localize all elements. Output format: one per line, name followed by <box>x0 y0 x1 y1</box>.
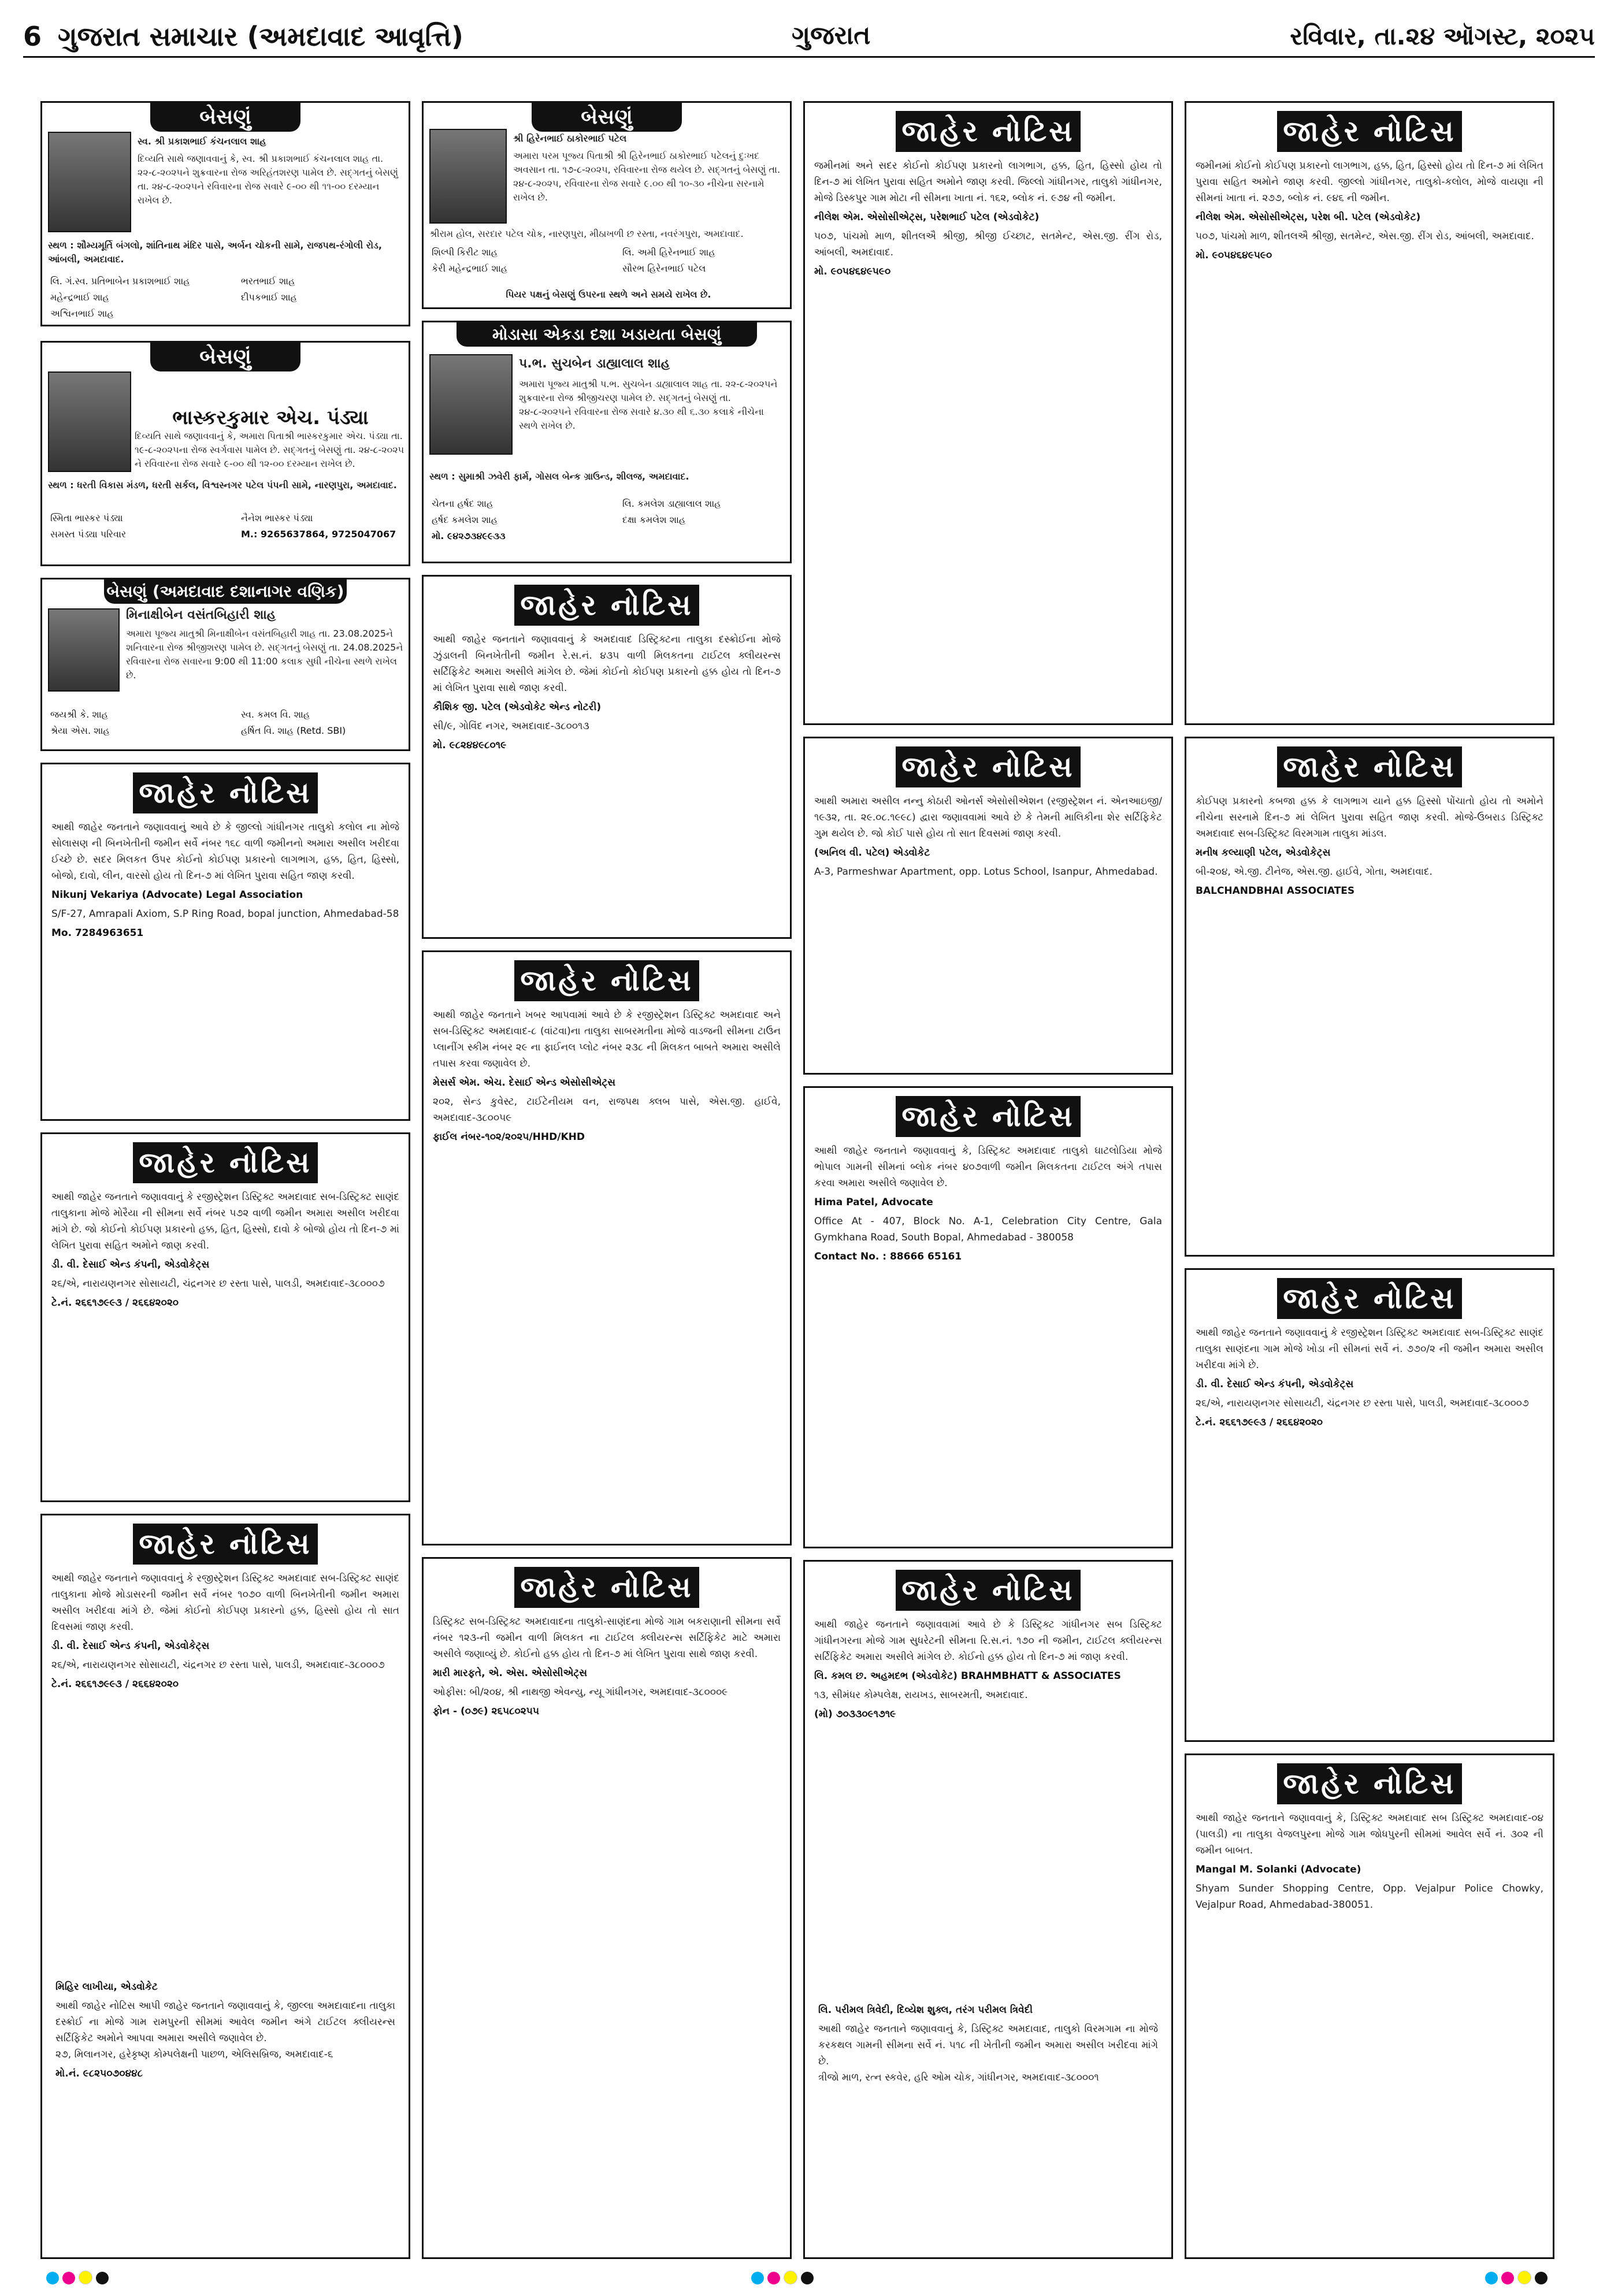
notice-address: Shyam Sunder Shopping Centre, Opp. Vejalpur Police Chowky, Vejalpur Road, Ahmedabad-380051. <box>1196 1883 1543 1911</box>
notice-signer: મિહિર લાખીયા, એડવોકેટ <box>55 1981 158 1993</box>
public-notice <box>803 1086 1173 1548</box>
family-member: દક્ષા કમલેશ શાહ <box>622 514 686 525</box>
obituary-location: સ્થળ : સુમાશ્રી ઝવેરી ફાર્મ, ગોસલ બેન્ક ગ્રાઉન્ડ, શીલજ, અમદાવાદ. <box>429 471 689 482</box>
notice-address: બી-૨૦૪, એ.જી. ટીનેજ, એસ.જી. હાઈવે, ગોતા, અમદાવાદ. <box>1196 866 1433 878</box>
notice-body: આથી જાહેર જનતાને જણાવવામાં આવે છે કે ડિસ્ટ્રિક્ટ ગાંધીનગર સબ ડિસ્ટ્રિક્ટ ગાંધીનગરના મોજે ગામ સુધરેટની સીમના રિ.સ.નં. ૧૭૦ ની જમીન, ટાઈટલ ક્લીયરન્સ સર્ટિફિકેટ અમારા અસીલે માંગેલ છે. કોઈનો હક્ક હોય તો દિન-૭ માં જાણ કરવી. <box>814 1619 1162 1663</box>
public-notice <box>40 1514 410 2259</box>
notice-heading: જાહેર નોટિસ <box>896 1096 1081 1137</box>
notice-body: આથી જાહેર જનતાને જણાવવાનું કે અમદાવાદ ડિસ્ટ્રિક્ટના તાલુકા દસ્ક્રોઈના મોજે ઝુંડાલની બિનખેતીની જમીન રે.સ.નં. ૪૩૫ વાળી મિલકતના ટાઈટલ ક્લીયરન્સ સર્ટિફિકેટ અમારા અસીલે માંગેલ છે. જેમાં કોઈનો કોઈપણ પ્રકારનો હક્ક હોય તો દિન-૭ માં લેખિત પુરાવા સાથે જાણ કરવી. <box>433 634 781 694</box>
cyan-dot <box>1485 2272 1498 2284</box>
family-member: ભરતભાઈ શાહ <box>241 276 295 287</box>
notice-signer: લિ. કમલ છ. અહમદભ (એડવોકેટ) BRAHMBHATT & ASSOCIATES <box>814 1670 1121 1682</box>
obituary-location: સ્થળ : ધરતી વિકાસ મંડળ, ધરતી સર્કલ, વિશ્વસ્નગર પટેલ પંપની સામે, નારણપુરા, અમદાવાદ. <box>48 480 397 491</box>
notice-address: ૧૩, સીમંધર કોમ્પલેક્ષ, રાયખડ, સાબરમતી, અમદાવાદ. <box>814 1689 1028 1701</box>
obituary-body: અમારા પૂજ્ય માતુશ્રી પ.ભ. સુચબેન ડાહ્યાલાલ શાહ તા. ૨૨-૮-૨૦૨૫ને શુક્રવારના રોજ શ્રીજીચરણ પામેલ છે. સદ્‌ગતનું બેસણું તા. ૨૪-૮-૨૦૨૫ને રવિવારના રોજ સવારે ૪.૩૦ થી ૬.૩૦ કલાકે નીચેના સ્થળે રાખેલ છે. <box>519 378 778 431</box>
public-notice <box>422 575 792 939</box>
notice-signer: નીલેશ એમ. એસોસીએટ્સ, પરેશભાઈ પટેલ (એડવોકેટ) <box>814 211 1040 223</box>
obituary-body: દિવ્યતિ સાથે જણાવવાનું કે, સ્વ. શ્રી પ્રકાશભાઈ કંચનલાલ શાહ તા. ૨૨-૮-૨૦૨૫ને શુક્રવારના રોજ અરિહંતશરણ પામેલ છે. સદ્‌ગતનું બેસણું તા. ૨૪-૮-૨૦૨૫ને રવિવારના રોજ સવારે ૯-૦૦ થી ૧૧-૦૦ દરમ્યાન રાખેલ છે. <box>138 153 398 206</box>
notice-address: ૨૬/એ, નારાયણનગર સોસાયટી, ચંદ્રનગર છ રસ્તા પાસે, પાલડી, અમદાવાદ-૩૮૦૦૦૭ <box>51 1278 385 1290</box>
page-number: 6 <box>23 21 42 52</box>
notice-signer: મેસર્સ એમ. એચ. દેસાઈ એન્ડ એસોસીએટ્સ <box>433 1077 616 1088</box>
public-notice <box>422 950 792 1545</box>
notice-heading: જાહેર નોટિસ <box>514 1567 699 1608</box>
notice-signer: નીલેશ એમ. એસોસીએટ્સ, પરેશ બી. પટેલ (એડવોકેટ) <box>1196 211 1421 223</box>
family-member: નૈનેશ ભાસ્કર પંડ્યા <box>241 512 313 523</box>
notice-body: આથી જાહેર જનતાને જણાવવાનું કે રજીસ્ટ્રેશન ડિસ્ટ્રિક્ટ અમદાવાદ સબ-ડિસ્ટ્રિક્ટ સાણંદ તાલુકાના મોજે મોડાસરની જમીન સર્વે નંબર ૧૦૭૦ વાળી બિનખેતીની જમીન અમારા અસીલ ખરીદવા માંગે છે. જેમાં કોઈનો કોઈપણ પ્રકારનો હક્ક, હિસ્સો હોય તો સાત દિવસમાં જાણ કરવી. <box>51 1573 399 1633</box>
notice-phone: ટે.નં. ૨૬૬૧૭૯૯૩ / ૨૬૬૪૨૦૨૦ <box>51 1297 179 1309</box>
magenta-dot <box>62 2272 75 2284</box>
public-notice <box>1185 1753 1554 2259</box>
notice-phone: ફોન - (૦૭૯) ૨૬૫૮૦૨૫૫ <box>433 1706 540 1717</box>
notice-body: આથી જાહેર જનતાને જણાવવાનું કે, ડિસ્ટ્રિક્ટ અમદાવાદ તાલુકો ઘાટલોડિયા મોજે ભોપાલ ગામની સીમનાં બ્લોક નંબર ૪૦૭વાળી જમીન મિલકતના ટાઈટલ અંગે તપાસ કરવા અમારા અસીલે જણાવેલ છે. <box>814 1145 1162 1189</box>
notice-address: S/F-27, Amrapali Axiom, S.P Ring Road, bopal junction, Ahmedabad-58 <box>51 908 399 920</box>
obituary-note: પિયર પક્ષનું બેસણું ઉપરના સ્થળે અને સમયે રાખેલ છે. <box>506 289 711 300</box>
obituary-body: દિવ્યતિ સાથે જણાવવાનું કે, અમારા પિતાશ્રી ભાસ્કરકુમાર એચ. પંડ્યા તા. ૧૯-૮-૨૦૨૫ના રોજ સ્વર્ગવાસ પામેલ છે. સદ્‌ગતનું બેસણું તા. ૨૪-૮-૨૦૨૫ ને રવિવારના રોજ સવારે ૯-૦૦ થી ૧૨-૦૦ દરમ્યાન રાખેલ છે. <box>135 430 404 469</box>
notice-signer: Hima Patel, Advocate <box>814 1197 933 1208</box>
family-member: કેરી મહેન્દ્રભાઈ શાહ <box>432 263 508 274</box>
deceased-name: સ્વ. શ્રી પ્રકાશભાઈ કંચનલાલ શાહ <box>138 136 266 147</box>
deceased-name: શ્રી હિરેનભાઈ ઠાકોરભાઈ પટેલ <box>513 133 627 144</box>
notice-address: ૨૬/એ, નારાયણનગર સોસાયટી, ચંદ્રનગર છ રસ્તા પાસે, પાલડી, અમદાવાદ-૩૮૦૦૦૭ <box>1196 1398 1529 1409</box>
notice-heading: જાહેર નોટિસ <box>133 1524 318 1565</box>
obituary-body: અમારા પરમ પૂજ્ય પિતાશ્રી શ્રી હિરેનભાઈ ઠાકોરભાઈ પટેલનું દુઃખદ અવસાન તા. ૧૭-૮-૨૦૨૫, રવિવારના રોજ થયેલ છે. સદ્‌ગતનું બેસણું તા. ૨૪-૮-૨૦૨૫, રવિવારના રોજ સવારે ૯.૦૦ થી ૧૦-૩૦ નીચેના સરનામે રાખેલ છે. <box>513 150 781 203</box>
obituary-location: સ્થળ : શૌમ્યમૂર્તિ બંગલો, શાંતિનાથ મંદિર પાસે, અર્બન ચોકની સામે, રાજપથ-રંગોલી રોડ, આંબલી, અમદાવાદ. <box>48 240 382 265</box>
family-list <box>424 493 792 547</box>
family-member: હર્ષદ કમલેશ શાહ <box>432 514 498 525</box>
notice-phone: (મો) ૭૦૩૩૦૯૧૭૧૯ <box>814 1708 896 1720</box>
obituary-body: અમારા પૂજ્ય માતુશ્રી મિનાક્ષીબેન વસંતબિહારી શાહ તા. 23.08.2025ને શનિવારના રોજ શ્રીજીશરણ પામેલ છે. સદ્‌ગતનું બેસણું તા. 24.08.2025ને રવિવારના રોજ સવારના 9:00 થી 11:00 કલાક સુધી નીચેના સ્થળે રાખેલ છે. <box>126 628 403 681</box>
notice-heading: જાહેર નોટિસ <box>1277 1278 1462 1319</box>
obituary-location: શ્રીરામ હોલ, સરદાર પટેલ ચોક, નારણપુરા, મીઠાખળી છ રસ્તા, નવરંગપુરા, અમદાવાદ. <box>429 228 744 239</box>
registration-marks-left <box>46 2271 112 2286</box>
black-dot <box>801 2272 814 2284</box>
yellow-dot <box>79 2271 92 2284</box>
public-notice <box>40 763 410 1121</box>
notice-phone: મો.નં. ૯૮૨૫૦૭૦૪૪૮ <box>55 2068 143 2079</box>
registration-marks-center <box>751 2271 817 2286</box>
notice-body: આથી અમારા અસીલ નન્નુ કોઠારી ઓનર્સ એસોસીએશન (રજીસ્ટ્રેશન નં. એનઆઇજી/૧૯૩૨, તા. ૨૯.૦૮.૧૯૯૮) દ્વારા જણાવવામાં આવે છે કે તેમની માલિકીના શેર સર્ટિફિકેટ ગુમ થયેલ છે. જો કોઈ પાસે હોય તો સાત દિવસમાં જાણ કરવી. <box>814 796 1162 839</box>
family-member: લિ. ગં.સ્વ. પ્રતિભાબેન પ્રકાશભાઈ શાહ <box>50 276 190 287</box>
public-notice <box>1185 101 1554 725</box>
notice-address: ૨૬/એ, નારાયણનગર સોસાયટી, ચંદ્રનગર છ રસ્તા પાસે, પાલડી, અમદાવાદ-૩૮૦૦૦૭ <box>51 1659 385 1671</box>
family-member: લિ. કમલેશ ડાહ્યાલાલ શાહ <box>622 498 721 509</box>
notice-body: આથી જાહેર જનતાને જણાવવાનું આવે છે કે જીલ્લો ગાંધીનગર તાલુકો કલોલ ના મોજે સોલાસણ ની બિનખેતીની જમીન સર્વે નંબર ૧૬૮ વાળી જમીનનો અમારા અસીલ ખરીદવા ઈચ્છે છે. સદર મિલકત ઉપર કોઈનો કોઈપણ પ્રકારનો લાગભાગ, હક્ક, હિત, હિસ્સો, બોજો, દાવો, લીન, વારસો હોય તો દિન-૭ માં લેખિત પુરાવા સહિત જાણ કરવી. <box>51 822 399 882</box>
family-list <box>42 704 410 742</box>
obituary-heading: બેસણું <box>150 103 300 132</box>
notice-phone: ટે.નં. ૨૬૬૧૭૯૯૩ / ૨૬૬૪૨૦૨૦ <box>1196 1417 1323 1428</box>
black-dot <box>96 2272 109 2284</box>
yellow-dot <box>1517 2271 1531 2284</box>
notice-address: ૨૦૨, સેન્ડ કુવેસ્ટ, ટાઈટેનીયમ વન, રાજપથ ક્લબ પાસે, એસ.જી. હાઈવે, અમદાવાદ-૩૮૦૦૫૯ <box>433 1096 781 1124</box>
family-member: લિ. અમી હિરેનભાઈ શાહ <box>622 247 715 258</box>
notice-address: Office At - 407, Block No. A-1, Celebration City Centre, Gala Gymkhana Road, South Bopal, Ahmedabad - 380058 <box>814 1216 1162 1243</box>
notice-signer: ડી. વી. દેસાઈ એન્ડ કંપની, એડવોકેટ્સ <box>1196 1379 1354 1390</box>
notice-signer: (અનિલ વી. પટેલ) એડવોકેટ <box>814 847 930 859</box>
notice-body: ડિસ્ટ્રિક્ટ સબ-ડિસ્ટ્રિક્ટ અમદાવાદના તાલુકો-સાણંદના મોજે ગામ બકરાણાની સીમના સર્વે નંબર ૧૨૩-ની જમીન વાળી મિલકત ના ટાઈટલ ક્લીયરન્સ સર્ટિફિકેટ માટે અમારા અસીલે જણાવ્યું છે. કોઈનો હક્ક હોય તો દિન-૭ માં લેખિત પુરાવા સાથે જાણ કરવી. <box>433 1616 781 1660</box>
family-member: હર્ષિત વિ. શાહ (Retd. SBI) <box>241 725 346 736</box>
public-notice <box>803 737 1173 1075</box>
public-notice <box>1185 1268 1554 1742</box>
cyan-dot <box>751 2272 764 2284</box>
notice-heading: જાહેર નોટિસ <box>896 746 1081 787</box>
masthead <box>23 17 1595 58</box>
notice-body: આથી જાહેર નોટિસ આપી જાહેર જનતાને જણાવવાનું કે, જીલ્લા અમદાવાદના તાલુકા દસ્ક્રોઈ ના મોજે ગામ રામપુરની સીમમાં આવેલ જમીન અંગે ટાઈટલ ક્લીયરન્સ સર્ટિફિકેટ અમોને આપવા અમારા અસીલે જણાવેલ છે. <box>55 2000 395 2044</box>
public-notice <box>803 101 1173 725</box>
notice-phone: Contact No. : 88666 65161 <box>814 1251 962 1262</box>
notice-phone: મો. ૯૮૨૪૪૯૮૦૧૯ <box>433 740 507 751</box>
notice-body: કોઈપણ પ્રકારનો કબજા હક્ક કે લાગભાગ યાને હક્ક હિસ્સો પોંચાતો હોય તો અમોને નીચેના સરનામે દિન-૭ માં લેખિત પુરાવા સહિત જાણ કરવી. મોજે-ઉબરાડ ડિસ્ટ્રિક્ટ અમદાવાદ સબ-ડિસ્ટ્રિક્ટ વિરમગામ તાલુકા માંડલ. <box>1196 796 1543 839</box>
obituary-heading: મોડાસા એકડા દશા ખડાયતા બેસણું <box>457 322 757 347</box>
deceased-photo <box>429 354 513 455</box>
family-member: શ્રેયા એસ. શાહ <box>50 725 110 736</box>
obituary-heading: બેસણું (અમદાવાદ દશાનાગર વણિક) <box>104 579 347 604</box>
deceased-name: મિનાક્ષીબેન વસંતબિહારી શાહ <box>126 608 276 622</box>
section-title: ગુજરાત <box>792 21 871 50</box>
notice-body: આથી જાહેર જનતાને જણાવવાનું કે, ડિસ્ટ્રિક્ટ અમદાવાદ, તાલુકો વિરમગામ ના મોજે કરકથલ ગામની સીમના સર્વે નં. ૫૧૮ ની ખેતીની જમીન અમારા અસીલ ખરીદવા માંગે છે. <box>818 2023 1158 2067</box>
notice-body: આથી જાહેર જનતાને ખબર આપવામાં આવે છે કે રજીસ્ટ્રેશન ડિસ્ટ્રિક્ટ અમદાવાદ અને સબ-ડિસ્ટ્રિક્ટ અમદાવાદ-૮ (વાંટવા)ના તાલુકા સાબરમતીના મોજે વાડજની સીમના ટાઉન પ્લાનીંગ સ્કીમ નંબર ૨૯ ના ફાઈનલ પ્લોટ નંબર ૨૩૮ ની મિલકત બાબતે અમારા અસીલે તપાસ કરવા જણાવેલ છે. <box>433 1009 781 1069</box>
family-list <box>42 507 410 545</box>
family-member: ચેતના હર્ષદ શાહ <box>432 498 493 509</box>
magenta-dot <box>1501 2272 1514 2284</box>
public-notice <box>803 1560 1173 2259</box>
notice-heading: જાહેર નોટિસ <box>1277 746 1462 787</box>
deceased-name: ભાસ્કરકુમાર એચ. પંડ્યા <box>172 406 369 429</box>
notice-heading: જાહેર નોટિસ <box>1277 1763 1462 1804</box>
contact-phone: મો. ૯૪૨૭૩૪૯૯૩૩ <box>432 530 506 541</box>
obituary-heading: બેસણું <box>532 103 682 132</box>
deceased-photo <box>429 129 507 224</box>
notice-address: A-3, Parmeshwar Apartment, opp. Lotus School, Isanpur, Ahmedabad. <box>814 866 1158 878</box>
family-member: શિલ્પી કિરીટ શાહ <box>432 247 498 258</box>
black-dot <box>1535 2272 1548 2284</box>
registration-marks-right <box>1485 2271 1551 2286</box>
notice-heading: જાહેર નોટિસ <box>514 960 699 1001</box>
family-member: મહેન્દ્રભાઈ શાહ <box>50 292 109 303</box>
public-notice <box>1185 737 1554 1257</box>
notice-signer: ડી. વી. દેસાઈ એન્ડ કંપની, એડવોકેટ્સ <box>51 1640 210 1652</box>
obituary-3 <box>40 341 410 566</box>
notice-body: આથી જાહેર જનતાને જણાવવાનું કે રજીસ્ટ્રેશન ડિસ્ટ્રિક્ટ અમદાવાદ સબ-ડિસ્ટ્રિક્ટ સાણંદ તાલુકાના મોજે મોરૈયા ની સીમના સર્વે નંબર ૫૭૨ વાળી જમીન અમારા અસીલ ખરીદવા માંગે છે. જો કોઈનો કોઈપણ પ્રકારનો હક્ક, હિત, હિસ્સો, દાવો કે બોજો હોય તો દિન-૭ માં લેખિત પુરાવા સહિત અમોને જાણ કરવી. <box>51 1191 399 1251</box>
notice-phone: ફાઈલ નંબર-૧૦૨/૨૦૨૫/HHD/KHD <box>433 1131 585 1143</box>
notice-heading: જાહેર નોટિસ <box>514 585 699 626</box>
notice-address: ૫૦૭, પાંચમો માળ, શીતલઐ શ્રીજી, સતમેન્ટ, એસ.જી. રીંગ રોડ, આંબલી, અમદાવાદ. <box>1196 231 1534 242</box>
notice-heading: જાહેર નોટિસ <box>1277 111 1462 152</box>
notice-address: ૫૦૭, પાંચમો માળ, શીતલઐ શ્રીજી, શ્રીજી ઈચ્છાટ, સતમેન્ટ, એસ.જી. રીંગ રોડ, આંબલી, અમદાવાદ. <box>814 231 1162 258</box>
notice-phone: મો. ૯૦૫૪૬૪૯૫૯૦ <box>1196 250 1272 261</box>
family-list <box>424 242 792 280</box>
notice-extra-14 <box>809 1999 1167 2086</box>
obituary-5 <box>40 578 410 751</box>
notice-phone: મો. ૯૦૫૪૬૪૯૫૯૦ <box>814 266 891 277</box>
deceased-photo <box>48 608 120 692</box>
notice-heading: જાહેર નોટિસ <box>896 1570 1081 1611</box>
notice-signer: Nikunj Vekariya (Advocate) Legal Association <box>51 889 303 901</box>
yellow-dot <box>784 2271 797 2284</box>
notice-phone: Mo. 7284963651 <box>51 927 144 939</box>
notice-address: ઓફીસ: બી/૨૦૪, શ્રી નાથજી એવન્યુ, ન્યૂ ગાંધીનગર, અમદાવાદ-૩૮૦૦૦૯ <box>433 1686 728 1698</box>
notice-heading: જાહેર નોટિસ <box>896 111 1081 152</box>
notice-address: ત્રીજો માળ, રત્ન સ્કવેર, હરિ ઓમ ચોક, ગાંધીનગર, અમદાવાદ-૩૮૦૦૦૧ <box>818 2072 1099 2083</box>
notice-signer: મનીષ કલ્યાણી પટેલ, એડવોકેટ્સ <box>1196 847 1331 859</box>
magenta-dot <box>767 2272 780 2284</box>
family-member: સ્મિતા ભાસ્કર પંડ્યા <box>50 512 123 523</box>
public-notice <box>40 1132 410 1502</box>
notice-body: આથી જાહેર જનતાને જણાવવાનું કે, ડિસ્ટ્રિક્ટ અમદાવાદ સબ ડિસ્ટ્રિક્ટ અમદાવાદ-૦૪ (પાલડી) ના તાલુકા વેજલપુરના મોજે ગામ જોધપુરની સીમમાં આવેલ સર્વે નં. ૩૦૨ ની જમીન બાબત. <box>1196 1812 1543 1856</box>
notice-address: સી/૯, ગોવિંદ નગર, અમદાવાદ-૩૮૦૦૧૩ <box>433 720 589 732</box>
notice-body: આથી જાહેર જનતાને જણાવવાનું કે રજીસ્ટ્રેશન ડિસ્ટ્રિક્ટ અમદાવાદ સબ-ડિસ્ટ્રિક્ટ સાણંદ તાલુકા સાણંદના ગામ મોજે ખોડા ની સીમનાં સર્વે નં. ૭૭૦/૨ ની જમીન અમારા અસીલ ખરીદવા માંગે છે. <box>1196 1327 1543 1371</box>
cyan-dot <box>46 2272 59 2284</box>
notice-signer: મારી મારફતે, એ. એસ. એસોસીએટ્સ <box>433 1667 588 1679</box>
public-notice <box>422 1557 792 2259</box>
notice-signer: Mangal M. Solanki (Advocate) <box>1196 1864 1361 1875</box>
family-member: સ્વ. કમલ વિ. શાહ <box>241 709 310 720</box>
notice-extra-13 <box>46 1976 404 2085</box>
deceased-name: પ.ભ. સુચબેન ડાહ્યાલાલ શાહ <box>519 356 670 371</box>
notice-heading: જાહેર નોટિસ <box>133 772 318 813</box>
notice-signer: ડી. વી. દેસાઈ એન્ડ કંપની, એડવોકેટ્સ <box>51 1259 210 1270</box>
paper-name: ગુજરાત સમાચાર (અમદાવાદ આવૃત્તિ) <box>58 21 463 52</box>
family-member: સમસ્ત પંડ્યા પરિવાર <box>50 529 127 540</box>
contact-phone: M.: 9265637864, 9725047067 <box>241 529 396 540</box>
notice-signer: કૌશિક જી. પટેલ (એડવોકેટ એન્ડ નોટરી) <box>433 701 602 713</box>
issue-date: રવિવાર, તા.૨૪ ઑગસ્ટ, ૨૦૨૫ <box>1290 22 1595 50</box>
obituary-1 <box>40 101 410 326</box>
obituary-4 <box>422 321 792 563</box>
deceased-photo <box>48 371 131 472</box>
notice-heading: જાહેર નોટિસ <box>133 1142 318 1183</box>
notice-signer: લિ. પરીમલ ત્રિવેદી, દિવ્યેશ શુક્લ, તરંગ પરીમલ ત્રિવેદી <box>818 2004 1033 2016</box>
obituary-2 <box>422 101 792 309</box>
family-member: સૌરભ હિરેનભાઈ પટેલ <box>622 263 706 274</box>
obituary-heading: બેસણું <box>150 343 300 371</box>
notice-address: ૨૭, મિલાનગર, હરેકૃષ્ણ કોમ્પલેક્ષની પાછળ, એલિસબ્રિજ, અમદાવાદ-૬ <box>55 2049 333 2060</box>
notice-phone: ટે.નં. ૨૬૬૧૭૯૯૩ / ૨૬૬૪૨૦૨૦ <box>51 1678 179 1690</box>
notice-body: જમીનમાં કોઈનો કોઈપણ પ્રકારનો લાગભાગ, હક્ક, હિત, હિસ્સો હોય તો દિન-૭ માં લેખિત પુરાવા સહિત અમોને જાણ કરવી. જીલ્લો ગાંધીનગર, તાલુકો-કલોલ, મોજે વાયણા ની સીમનાં ખાતા નં. ૨૭૭, બ્લોક નં. ૯૪૬ ની જમીન. <box>1196 160 1543 204</box>
deceased-photo <box>48 132 131 232</box>
family-member: દીપકભાઈ શાહ <box>241 292 297 303</box>
notice-body: જમીનમાં અને સદર કોઈનો કોઈપણ પ્રકારનો લાગભાગ, હક્ક, હિત, હિસ્સો હોય તો દિન-૭ માં લેખિત પુરાવા સહિત અમોને જાણ કરવી. જિલ્લો ગાંધીનગર, તાલુકો ગાંધીનગર, મોજે ડિસ્કપુર ગામ મોટા ની સીમના ખાતા નં. ૧૬૨, બ્લોક નં. ૯૭૪ ની જમીન. <box>814 160 1162 204</box>
family-list <box>42 270 410 325</box>
family-member: જયશ્રી કે. શાહ <box>50 709 109 720</box>
family-member: અશ્વિનભાઈ શાહ <box>50 308 114 319</box>
notice-phone: BALCHANDBHAI ASSOCIATES <box>1196 885 1355 897</box>
